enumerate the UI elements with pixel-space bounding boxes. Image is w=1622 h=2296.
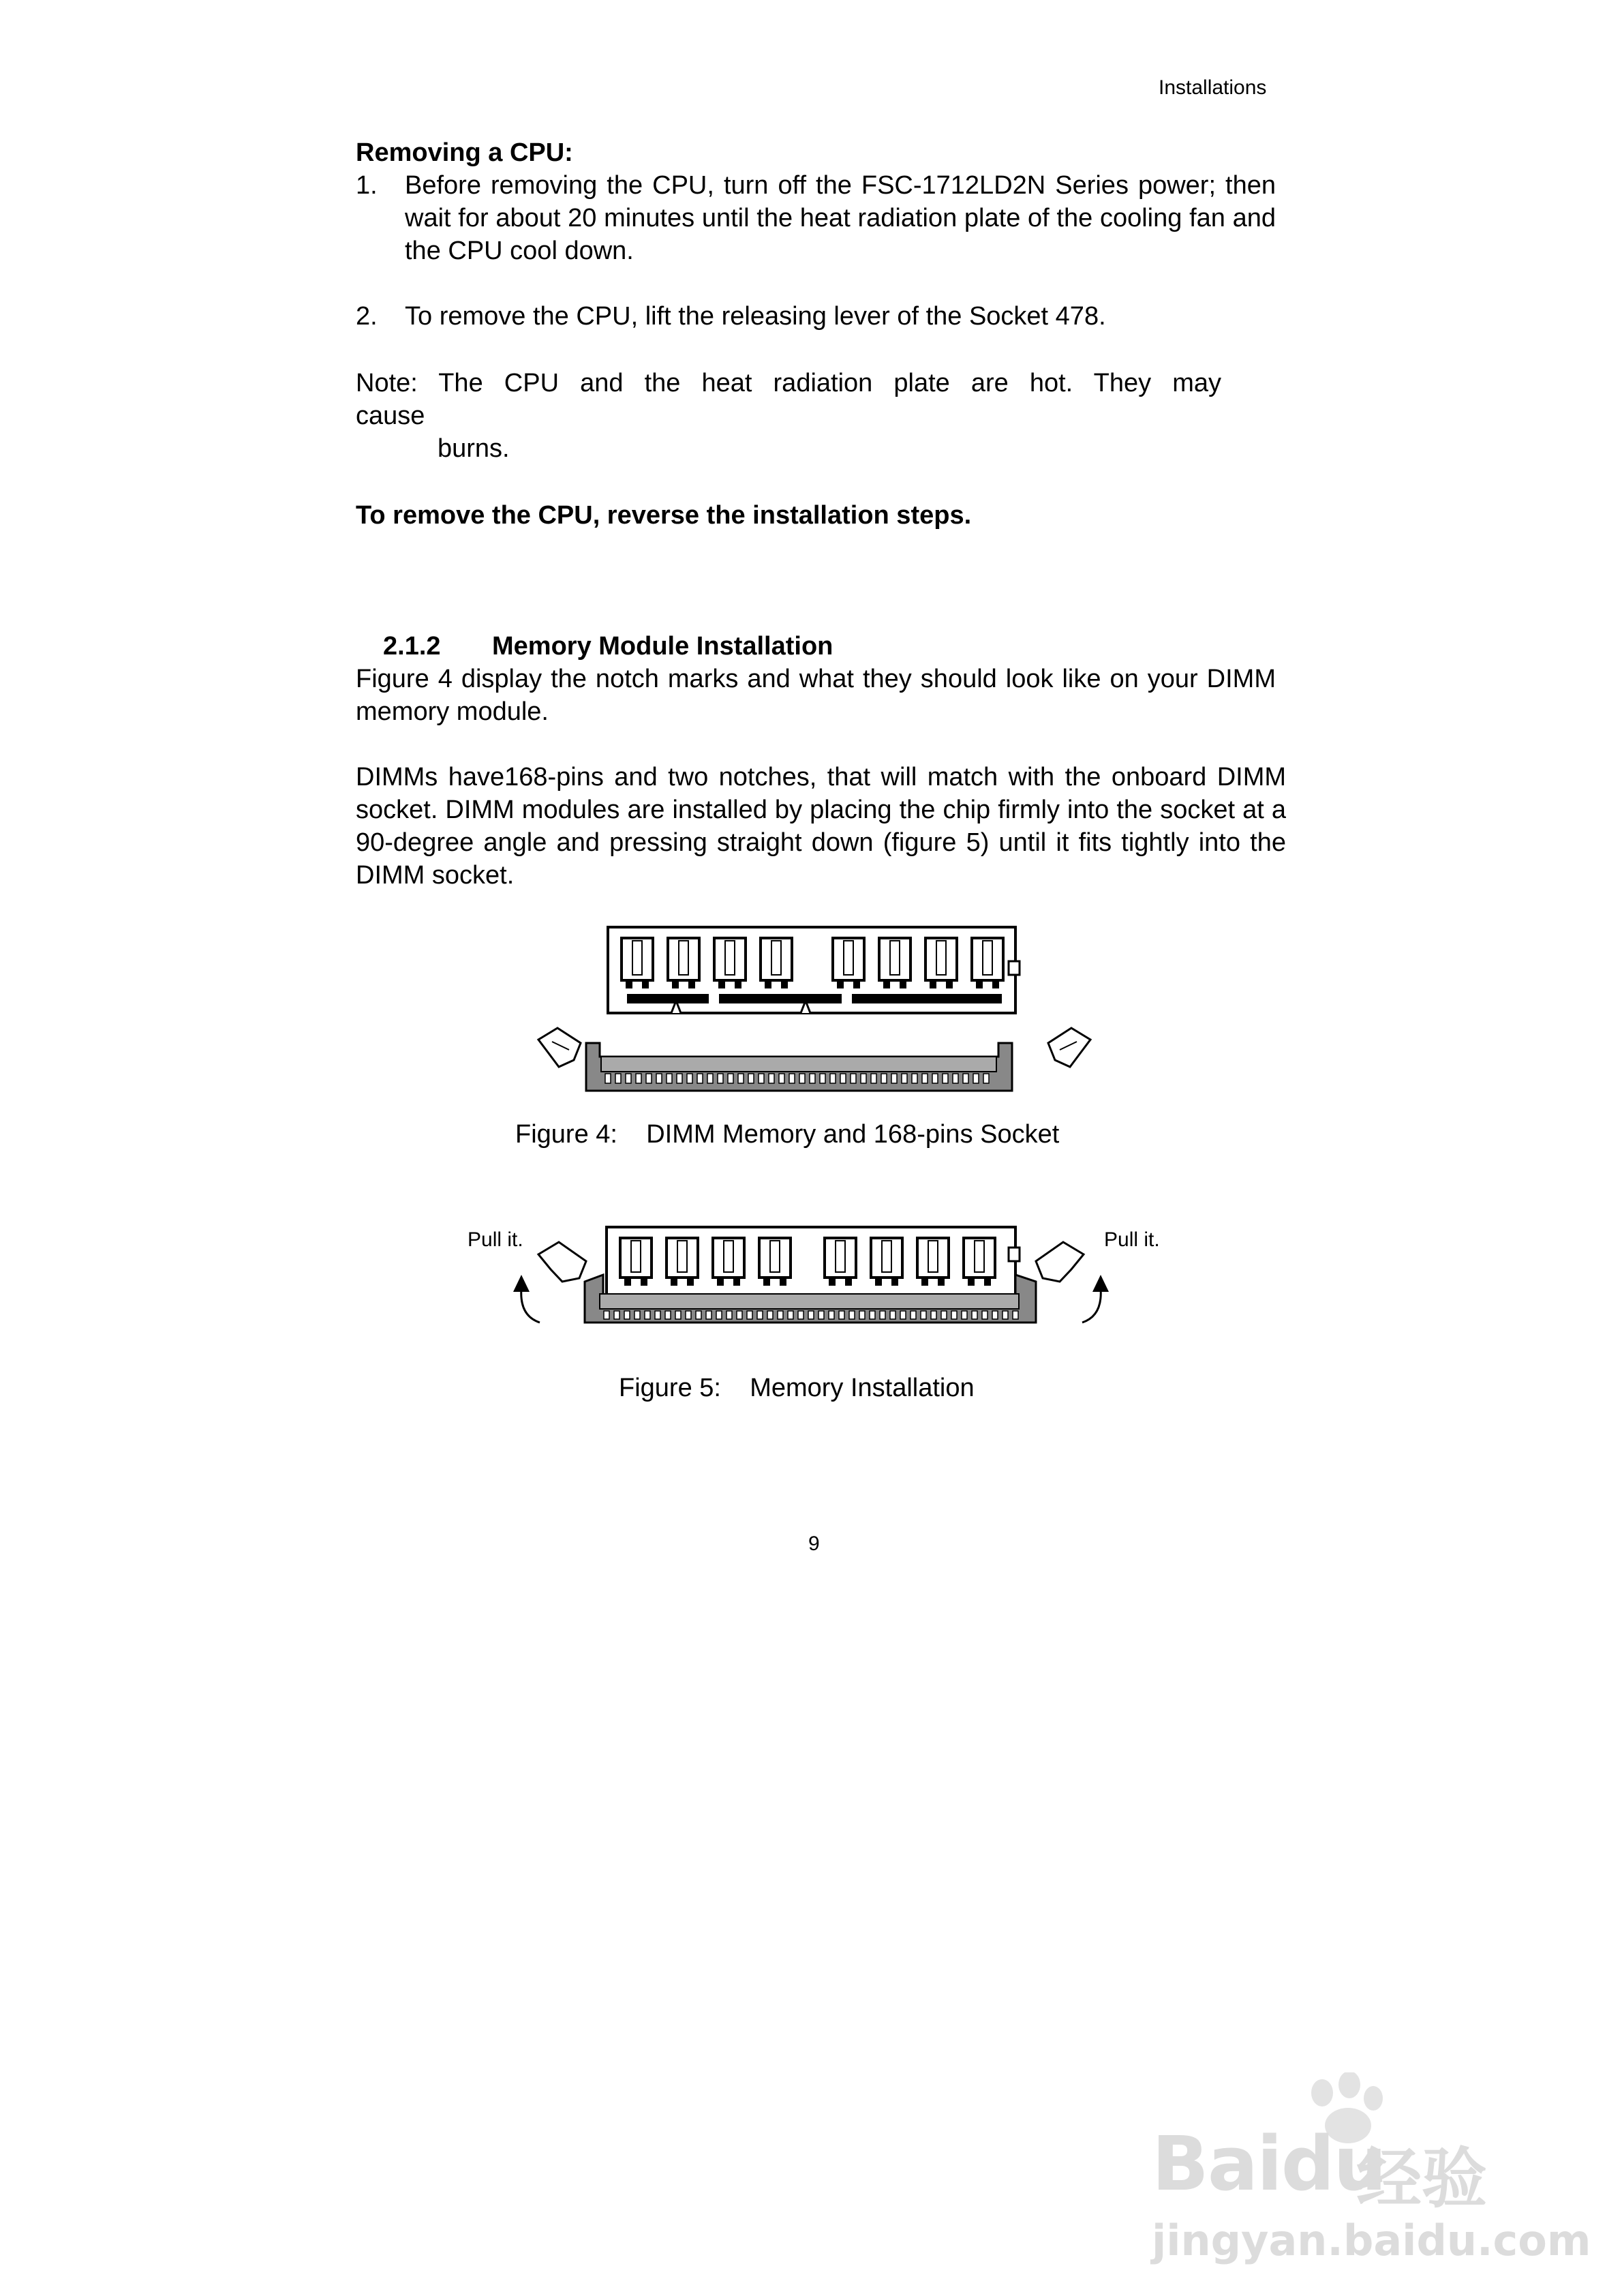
socket-pin — [932, 1074, 938, 1083]
socket-pin — [983, 1074, 989, 1083]
socket-pin — [767, 1311, 773, 1319]
socket-pin — [757, 1311, 763, 1319]
socket-pin — [902, 1074, 907, 1083]
socket-pin — [1003, 1311, 1008, 1319]
watermark-cn: 经验 — [1356, 2141, 1487, 2217]
socket-pin — [840, 1074, 846, 1083]
socket-pin — [675, 1311, 681, 1319]
socket-pin — [870, 1311, 875, 1319]
socket-pin — [922, 1074, 928, 1083]
socket-pin — [624, 1311, 630, 1319]
figure-5-caption: Figure 5: Memory Installation — [619, 1374, 975, 1402]
note-line-2: cause — [356, 402, 425, 430]
socket-pin — [665, 1311, 671, 1319]
memory-chip — [825, 1238, 856, 1286]
socket-pin — [992, 1311, 998, 1319]
memory-chip — [759, 1238, 791, 1286]
figure-4-caption: Figure 4: DIMM Memory and 168-pins Socket — [515, 1120, 1060, 1149]
left-latch-open-icon — [513, 1242, 586, 1323]
socket-pin — [799, 1074, 805, 1083]
memory-chip — [917, 1238, 949, 1286]
socket-pin — [829, 1311, 834, 1319]
socket-pin — [851, 1074, 856, 1083]
socket-pin — [880, 1311, 885, 1319]
socket-pin — [900, 1311, 906, 1319]
memory-chip — [714, 938, 746, 988]
socket-pin — [861, 1074, 866, 1083]
removing-cpu-title: Removing a CPU: — [356, 138, 573, 167]
memory-chip — [925, 938, 957, 988]
socket-pin — [726, 1311, 732, 1319]
socket-pin — [656, 1074, 662, 1083]
socket-pin — [626, 1074, 631, 1083]
socket-pin — [911, 1311, 916, 1319]
dimm-socket — [586, 1043, 1012, 1091]
socket-pin — [655, 1311, 660, 1319]
pull-label-left: Pull it. — [468, 1228, 523, 1251]
figure-5-illustration — [463, 1213, 1172, 1329]
right-latch-open-icon — [1036, 1242, 1109, 1323]
dimm-module — [608, 927, 1020, 1013]
socket-pin — [615, 1074, 621, 1083]
socket-pin — [962, 1311, 967, 1319]
socket-pin — [737, 1311, 742, 1319]
memory-chip — [964, 1238, 995, 1286]
socket-pin — [931, 1311, 936, 1319]
socket-pin — [646, 1074, 652, 1083]
socket-pin — [943, 1074, 948, 1083]
socket-pin — [1013, 1311, 1018, 1319]
socket-pin — [697, 1074, 703, 1083]
arrow-up-icon — [513, 1275, 530, 1292]
socket-pin — [963, 1074, 968, 1083]
socket-pin — [810, 1074, 815, 1083]
socket-pin — [789, 1074, 795, 1083]
right-latch-icon — [1048, 1028, 1090, 1067]
step-text: To remove the CPU, lift the releasing lever of the Socket 478. — [405, 302, 1106, 331]
memory-chip — [668, 938, 699, 988]
socket-pin — [687, 1074, 692, 1083]
socket-pin — [912, 1074, 917, 1083]
socket-pin — [941, 1311, 947, 1319]
memory-chip — [871, 1238, 902, 1286]
memory-chip — [620, 1238, 652, 1286]
socket-pin — [614, 1311, 619, 1319]
socket-pin — [818, 1311, 824, 1319]
section-title: Memory Module Installation — [492, 632, 833, 661]
arrow-up-icon — [1092, 1275, 1109, 1292]
socket-pin — [747, 1311, 752, 1319]
socket-pin — [881, 1074, 887, 1083]
socket-pin — [798, 1311, 804, 1319]
socket-pin — [921, 1311, 926, 1319]
socket-pin — [788, 1311, 793, 1319]
socket-pin — [738, 1074, 744, 1083]
socket-pin — [830, 1074, 836, 1083]
socket-pin — [667, 1074, 672, 1083]
step-2 — [356, 300, 1276, 334]
socket-pin — [890, 1311, 896, 1319]
socket-pin — [645, 1311, 650, 1319]
section-number: 2.1.2 — [383, 632, 441, 661]
socket-pin — [677, 1074, 682, 1083]
socket-pin — [634, 1311, 640, 1319]
watermark-brand-2: du — [1281, 2120, 1386, 2207]
note-line-3: burns. — [438, 434, 510, 463]
socket-pin — [636, 1074, 641, 1083]
step-text: Before removing the CPU, turn off the FSC-1712LD2N Series power; then wait for about 20 minutes until the heat radiation plate of the cooling fan and the CPU cool down. — [405, 171, 1276, 265]
left-latch-icon — [538, 1028, 581, 1067]
socket-pin — [759, 1074, 764, 1083]
socket-pin — [859, 1311, 865, 1319]
socket-pin — [769, 1074, 774, 1083]
socket-pin — [706, 1311, 711, 1319]
socket-pin — [778, 1311, 783, 1319]
socket-pin — [728, 1074, 733, 1083]
socket-pin — [891, 1074, 897, 1083]
memory-chip — [972, 938, 1003, 988]
dimm-module-inserted — [607, 1227, 1020, 1295]
socket-pin — [686, 1311, 691, 1319]
socket-pin — [808, 1311, 814, 1319]
step-number: 1. — [356, 171, 378, 200]
pull-label-right: Pull it. — [1104, 1228, 1160, 1251]
socket-pin — [973, 1074, 979, 1083]
note-line-1: Note: The CPU and the heat radiation plate are hot. They may — [356, 369, 1221, 397]
figure-4-illustration — [532, 920, 1097, 1098]
memory-chip — [713, 1238, 744, 1286]
socket-pin — [820, 1074, 825, 1083]
socket-pin — [951, 1311, 957, 1319]
watermark-brand: Bai — [1152, 2120, 1281, 2207]
socket-pin — [604, 1311, 609, 1319]
socket-pin — [839, 1311, 844, 1319]
socket-pin — [982, 1311, 988, 1319]
socket-pin — [716, 1311, 722, 1319]
running-header: Installations — [1159, 76, 1267, 99]
page-number: 9 — [808, 1532, 820, 1555]
reverse-steps-note: To remove the CPU, reverse the installation steps. — [356, 501, 972, 530]
baidu-jingyan-watermark — [1152, 2072, 1591, 2277]
socket-pin — [779, 1074, 784, 1083]
memory-chip — [761, 938, 792, 988]
memory-paragraph-2: DIMMs have168-pins and two notches, that will match with the onboard DIMM socket. DIMM modules are installed by placing the chip firmly into the socket at a 90-degree angle and pressing straight down (figure 5) until it fits tightly into the DIMM socket. — [356, 763, 1286, 890]
socket-pin — [849, 1311, 855, 1319]
memory-chip — [879, 938, 911, 988]
socket-pin — [871, 1074, 876, 1083]
watermark-url: jingyan.baidu.com — [1152, 2216, 1591, 2265]
socket-pin — [696, 1311, 701, 1319]
memory-paragraph-1: Figure 4 display the notch marks and what they should look like on your DIMM memory module. — [356, 665, 1276, 726]
memory-chip — [833, 938, 864, 988]
memory-chip — [622, 938, 653, 988]
socket-pin — [707, 1074, 713, 1083]
socket-pin — [953, 1074, 958, 1083]
socket-pin — [748, 1074, 754, 1083]
socket-pin — [605, 1074, 611, 1083]
memory-chip — [667, 1238, 698, 1286]
step-number: 2. — [356, 302, 378, 331]
step-1 — [356, 169, 1276, 271]
socket-pin — [718, 1074, 723, 1083]
socket-pin — [972, 1311, 977, 1319]
